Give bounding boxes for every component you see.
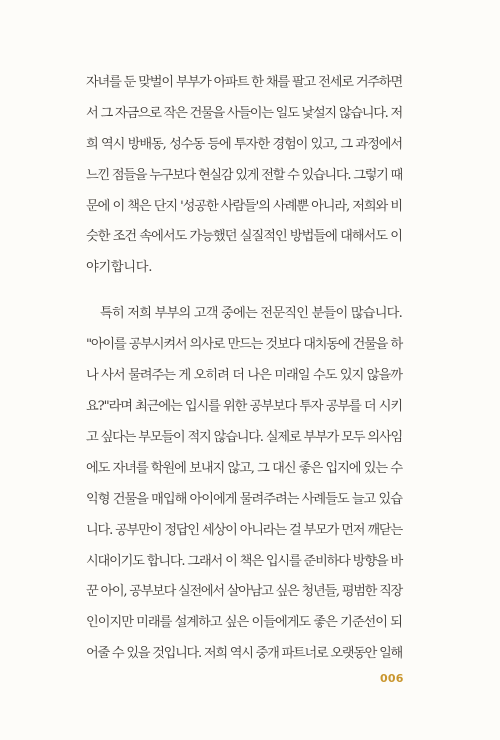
text-line: 슷한 조건 속에서도 가능했던 실질적인 방법들에 대해서도 이: [86, 229, 402, 244]
text-line: 요?"라며 최근에는 입시를 위한 공부보다 투자 공부를 더 시키: [86, 399, 402, 414]
page-number: 006: [380, 672, 404, 685]
text-line: 에도 자녀를 학원에 보내지 않고, 그 대신 좋은 입지에 있는 수: [86, 461, 402, 476]
text-line: 희 역시 방배동, 성수동 등에 투자한 경험이 있고, 그 과정에서: [86, 137, 402, 152]
text-line: 익형 건물을 매입해 아이에게 물려주려는 사례들도 늘고 있습: [86, 492, 402, 507]
text-line: 문에 이 책은 단지 '성공한 사람들'의 사례뿐 아니라, 저희와 비: [86, 199, 402, 214]
text-line: 느낀 점들을 누구보다 현실감 있게 전할 수 있습니다. 그렇기 때: [86, 168, 402, 183]
text-line: 시대이기도 합니다. 그래서 이 책은 입시를 준비하다 방향을 바: [86, 554, 402, 569]
text-line: 고 싶다는 부모들이 적지 않습니다. 실제로 부부가 모두 의사임: [86, 430, 402, 445]
text-line: 니다. 공부만이 정답인 세상이 아니라는 걸 부모가 먼저 깨닫는: [86, 523, 402, 538]
text-line: 야기합니다.: [86, 260, 153, 275]
text-line: 나 사서 물려주는 게 오히려 더 나은 미래일 수도 있지 않을까: [86, 368, 402, 383]
text-line: 서 그 자금으로 작은 건물을 사들이는 일도 낯설지 않습니다. 저: [86, 106, 402, 121]
text-line: 자녀를 둔 맞벌이 부부가 아파트 한 채를 팔고 전세로 거주하면: [86, 75, 402, 90]
text-line: 인이지만 미래를 설계하고 싶은 이들에게도 좋은 기준선이 되: [86, 615, 402, 630]
text-line: 꾼 아이, 공부보다 실전에서 살아남고 싶은 청년들, 평범한 직장: [86, 584, 402, 599]
text-line: 어줄 수 있을 것입니다. 저희 역시 중개 파트너로 오랫동안 일해: [86, 646, 402, 661]
text-line: "아이를 공부시켜서 의사로 만드는 것보다 대치동에 건물을 하: [86, 337, 402, 352]
text-line: 특히 저희 부부의 고객 중에는 전문직인 분들이 많습니다.: [100, 306, 402, 321]
